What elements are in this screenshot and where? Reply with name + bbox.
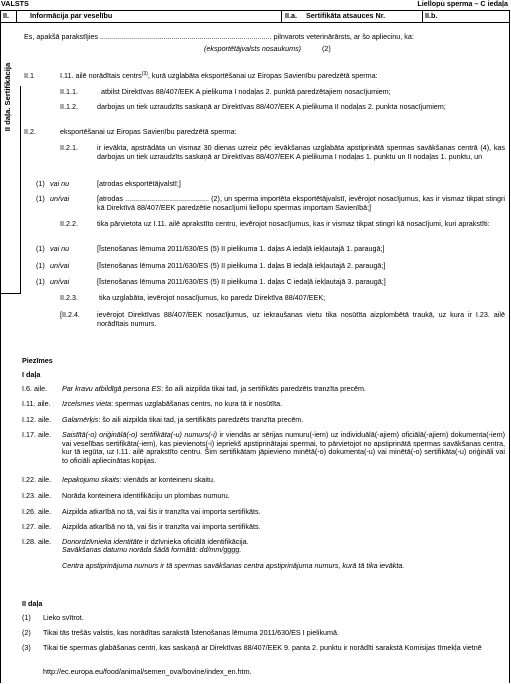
section-text: eksportēšanai uz Eiropas Savienību paredzētā sperma:	[60, 127, 237, 136]
footnote-text: Tikai tās trešās valstis, kas norādītas sarakstā Īstenošanas lēmuma 2011/630/ES I pielikumā.	[43, 628, 340, 637]
option-text: [Īstenošanas lēmuma 2011/630/ES (5) II pielikuma 1. daļas C iedaļā iekļautajā 3. paraugā;]	[97, 277, 386, 286]
option-label: un/vai	[50, 261, 70, 270]
part-title: Informācija par veselību	[30, 11, 113, 20]
note-body	[62, 416, 505, 425]
footnote-num: (3)	[22, 643, 31, 652]
header-row-bottom	[0, 22, 510, 23]
section-number: II.2.	[24, 127, 36, 136]
notes-part2-heading: II daļa	[22, 599, 43, 608]
note-body	[62, 523, 505, 532]
section-number: II.2.1.	[60, 143, 78, 152]
note-number: I.28. aile.	[22, 537, 52, 546]
footnote-ref: (1)	[36, 194, 45, 203]
note-number: I.17. aile.	[22, 430, 52, 439]
note-number: I.6. aile.	[22, 384, 48, 393]
intro-note: (2)	[322, 44, 331, 53]
footnote-num: (1)	[22, 613, 31, 622]
country-label: VALSTS	[1, 0, 29, 8]
column-iib: II.b.	[425, 11, 438, 20]
note-text: Aizpilda atkarībā no tā, vai šis ir tranzīta vai importa sertifikāts.	[62, 522, 261, 531]
note-body	[62, 431, 505, 465]
footnote-ref: (3)	[141, 71, 148, 77]
note-body	[62, 476, 505, 485]
right-border	[509, 10, 510, 683]
option-label: un/vai	[50, 277, 70, 286]
note-text: Aizpilda atkarībā no tā, vai šis ir tranzīta vai importa sertifikāts.	[62, 507, 261, 516]
note-label: Saistītā(-o) oriģinālā(-o) sertifikāta(-u) numurs(-i)	[62, 430, 218, 439]
header-divider	[422, 10, 423, 22]
section-number: II.1.2.	[60, 102, 78, 111]
notes-part1-heading: I daļa	[22, 370, 41, 379]
note-number: I.23. aile.	[22, 491, 52, 500]
footnote-text: Lieko svītrot.	[43, 613, 84, 622]
footnote-num: (2)	[22, 628, 31, 637]
part-number: II.	[3, 11, 9, 20]
note-label: Donordzīvnieka identitāte	[62, 537, 143, 546]
option-text: [atrodas .......................................... (2), un sperma importēta eksportētājvalstī, ievērojot nosacījumus, kas ir vismaz tikpat stingri kā Direktīvā 88/407/EEK paredzētie nosacījumi liellopu spermas importam Savienībā;]	[97, 194, 505, 212]
reference-title: Sertifikāta atsauces Nr.	[306, 11, 386, 20]
note-label: Iepakojumu skaits	[62, 475, 120, 484]
section-text: tika pārvietota uz I.11. ailē aprakstīto centru, ievērojot nosacījumus, kas ir vismaz tikpat stingri kā nosacījumi, kuri aprakstīti:	[97, 219, 490, 228]
note-text: : šo aili aizpilda tikai tad, ja sertifikāts paredzēts tranzīta precēm.	[98, 415, 304, 424]
section-number: II.1.1.	[60, 87, 78, 96]
option-label: vai nu	[50, 244, 70, 253]
section-text: tika uzglabāta, ievērojot nosacījumus, ko paredz Direktīva 88/407/EEK;	[99, 293, 326, 302]
section-text	[60, 72, 505, 81]
reference-label: II.a.	[285, 11, 297, 20]
section-number: [II.2.4.	[60, 310, 80, 319]
footnote-ref: (1)	[36, 244, 45, 253]
intro-line: Es, apakšā parakstījies ...................................................................................... pilnvarots veterinārārsts, ar šo apliecinu, ka:	[24, 32, 414, 41]
header-divider	[281, 10, 282, 22]
note-text: : spermas uzglabāšanas centrs, no kura tā ir nosūtīta.	[111, 399, 283, 408]
note-text: ir dzīvnieka oficiālā identifikācija.	[142, 537, 249, 546]
intro-subtitle: (eksportētājvalsts nosaukums)	[204, 44, 302, 53]
note-number: I.26. aile.	[22, 507, 52, 516]
note-label: Par kravu atbildīgā persona ES	[62, 384, 162, 393]
note-number: I.12. aile.	[22, 415, 52, 424]
section-text: atbilst Direktīvas 88/407/EEK A pielikuma I nodaļas 2. punktā paredzētajiem nosacījumiem;	[101, 87, 391, 96]
footnote-ref: (1)	[36, 261, 45, 270]
footnote-ref: (1)	[36, 179, 45, 188]
section-text: darbojas un tiek uzraudzīts saskaņā ar Direktīvas 88/407/EEK A pielikuma II nodaļas 2. punkta nosacījumiem;	[97, 102, 446, 111]
section-text: ievērojot Direktīvas 88/407/EEK nosacījumus, uz iekraušanas vietu tika nosūtīta aizplombētā traukā, uz kura ir I.23. ailē norādītais numurs.	[97, 310, 505, 328]
option-label: vai nu	[50, 179, 70, 188]
section-number: II.2.2.	[60, 219, 78, 228]
note-number: I.27. aile.	[22, 522, 52, 531]
option-text: [Īstenošanas lēmuma 2011/630/ES (5) II pielikuma 1. daļas B iedaļā iekļautajā 2. paraugā;]	[97, 261, 386, 270]
note-number: I.22. aile.	[22, 475, 52, 484]
option-label: un/vai	[50, 194, 70, 203]
option-text: [atrodas eksportētājvalstī;]	[97, 179, 181, 188]
date-format-note: Savākšanas datumu norāda šādā formātā: dd/mm/gggg.	[62, 545, 242, 554]
section-number: II.1	[24, 71, 34, 80]
note-label: Galamērķis	[62, 415, 99, 424]
note-text: : vienāds ar konteineru skaitu.	[119, 475, 216, 484]
note-text: ir viendās ar sērijas numuru(-iem) uz individuālā(-ajiem) oficiālā(-ajiem) dokumenta(-iem) vai veselības sertifikāta(-iem), kas pievienots(-i) iepriekš apstiprinātajai spermai, to pārvietojot no apstiprinātā spermas savākšanas centra, kur tā iegūta, uz I.11. ailē aprakstīto centru. Šim sertifikātam jāpievieno minētā(-o) dokumenta(-u) vai minētā(-o) sertifikāta(-u) oriģināli vai to oficiāli apliecinātas kopijas.	[62, 430, 505, 465]
center-number-note: Centra apstiprinājuma numurs ir tā spermas savākšanas centra apstiprinājuma numurs, kurā tā tika ievākta.	[62, 561, 405, 570]
notes-heading: Piezīmes	[22, 356, 53, 365]
footnote-text: Tikai tie spermas glabāšanas centri, kas saskaņā ar Direktīvas 88/407/EEK 9. panta 2. punktu ir norādīti sarakstā Komisijas tīmekļa vietnē	[43, 643, 482, 652]
section-text-part: I.11. ailē norādītais centrs	[60, 71, 142, 80]
section-number: II.2.3.	[60, 293, 78, 302]
document-title: Liellopu sperma – C iedaļa	[417, 0, 508, 8]
note-body	[62, 400, 505, 409]
side-label: II daļa. Sertifikācija	[3, 62, 12, 132]
note-body	[62, 492, 505, 501]
note-number: I.11. aile.	[22, 399, 51, 408]
note-text: Norāda konteinera identifikāciju un plombas numuru.	[62, 491, 230, 500]
section-text-part: , kurā uzglabāta eksportēšanai uz Eiropas Savienību paredzētā sperma:	[147, 71, 378, 80]
footnote-url: http://ec.europa.eu/food/animal/semen_ova/bovine/index_en.htm.	[43, 667, 252, 676]
option-text: [Īstenošanas lēmuma 2011/630/ES (5) II pielikuma 1. daļas A iedaļā iekļautajā 1. paraugā;]	[97, 244, 385, 253]
section-text: ir ievākta, apstrādāta un vismaz 30 dienas uzreiz pēc ievākšanas uzglabāta apstiprinātā spermas savākšanas centrā (4), kas darbojas un tiek uzraudzīts saskaņā ar Direktīvas 88/407/EEK A pielikuma I nodaļas 1. punktu un II nodaļas 1. punktu, un	[97, 143, 505, 161]
note-body	[62, 385, 505, 394]
note-label: Izcelsmes vieta	[62, 399, 112, 408]
note-text: : šo aili aizpilda tikai tad, ja sertifikāts paredzēts tranzīta precēm.	[161, 384, 367, 393]
footnote-ref: (1)	[36, 277, 45, 286]
note-body	[62, 508, 505, 517]
